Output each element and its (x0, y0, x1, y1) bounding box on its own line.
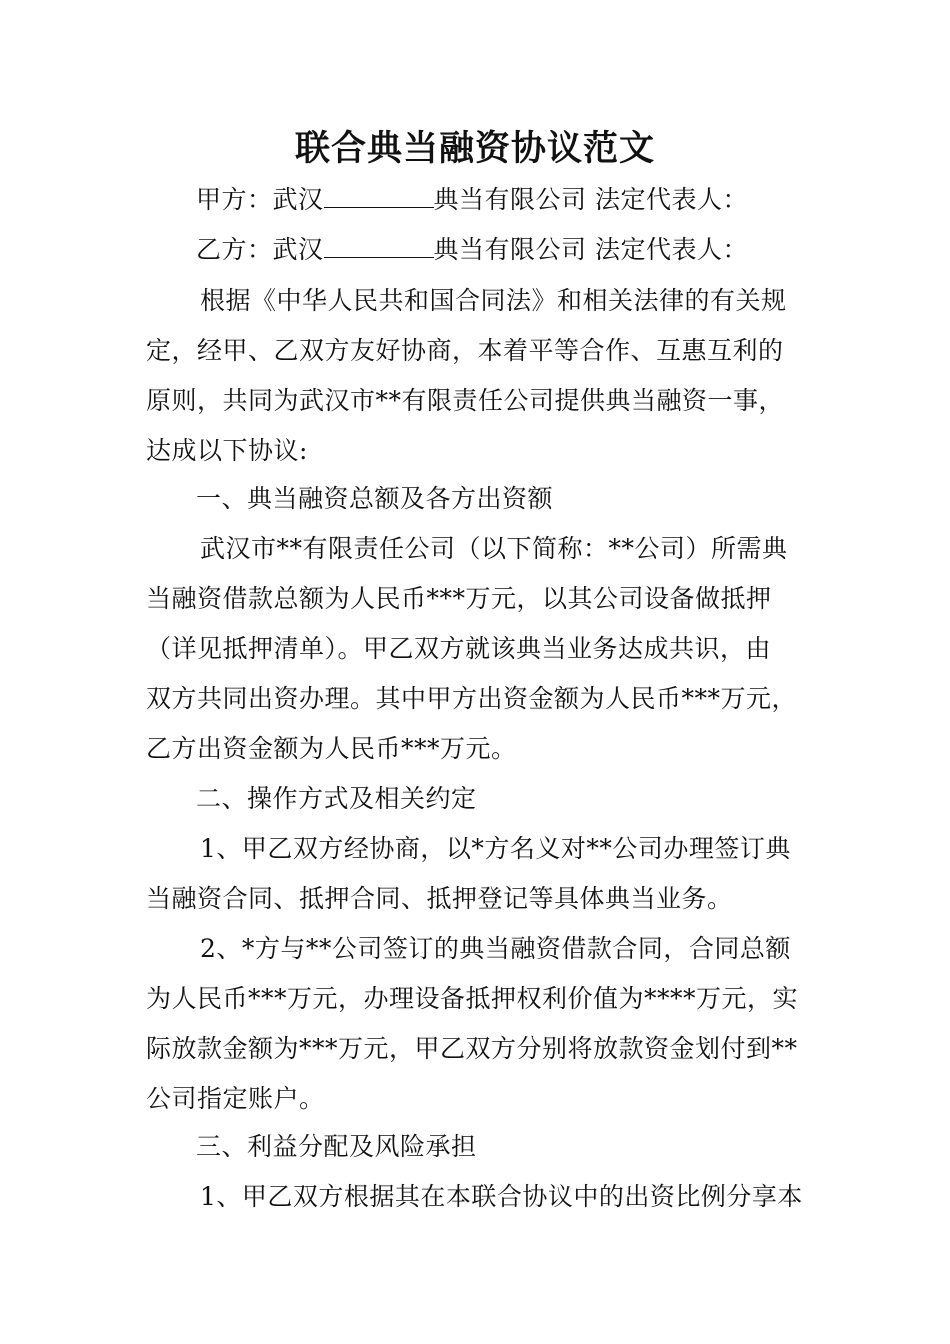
body-line: 为人民币***万元，办理设备抵押权利价值为****万元，实 (146, 984, 799, 1013)
section-heading: 一、典当融资总额及各方出资额 (196, 484, 554, 513)
body-line: 当融资借款总额为人民币***万元，以其公司设备做抵押 (146, 584, 772, 613)
body-line: 武汉市**有限责任公司（以下简称：**公司）所需典 (200, 534, 788, 563)
section-heading: 二、操作方式及相关约定 (196, 784, 477, 813)
body-line: （详见抵押清单）。甲乙双方就该典当业务达成共识，由 (146, 634, 772, 663)
party-a-suffix: 典当有限公司 法定代表人： (433, 185, 748, 214)
body-line: 1、甲乙双方经协商，以*方名义对**公司办理签订典 (200, 834, 791, 863)
body-line: 双方共同出资办理。其中甲方出资金额为人民币***万元， (146, 684, 798, 713)
body-line: 定，经甲、乙双方友好协商，本着平等合作、互惠互利的 (146, 336, 784, 365)
party-a-line (196, 175, 876, 225)
body-line: 1、甲乙双方根据其在本联合协议中的出资比例分享本 (200, 1182, 803, 1211)
body-line: 公司指定账户。 (146, 1084, 325, 1113)
document-title: 联合典当融资协议范文 (294, 128, 655, 169)
body-line: 2、*方与**公司签订的典当融资借款合同，合同总额 (200, 934, 791, 963)
section-heading: 三、利益分配及风险承担 (196, 1132, 477, 1161)
body-line: 际放款金额为***万元，甲乙双方分别将放款资金划付到** (146, 1034, 798, 1063)
party-b-suffix: 典当有限公司 法定代表人： (433, 235, 748, 264)
party-b-line (196, 225, 876, 275)
body-line: 乙方出资金额为人民币***万元。 (146, 734, 517, 763)
party-a-name-blank (324, 185, 434, 208)
body-line: 原则，共同为武汉市**有限责任公司提供典当融资一事， (146, 386, 785, 415)
body-line: 当融资合同、抵押合同、抵押登记等具体典当业务。 (146, 884, 733, 913)
party-a-prefix: 甲方：武汉 (196, 185, 324, 214)
body-line: 根据《中华人民共和国合同法》和相关法律的有关规 (200, 286, 787, 315)
body-line: 达成以下协议: (146, 436, 308, 465)
party-b-name-blank (324, 235, 434, 258)
party-b-prefix: 乙方：武汉 (196, 235, 324, 264)
